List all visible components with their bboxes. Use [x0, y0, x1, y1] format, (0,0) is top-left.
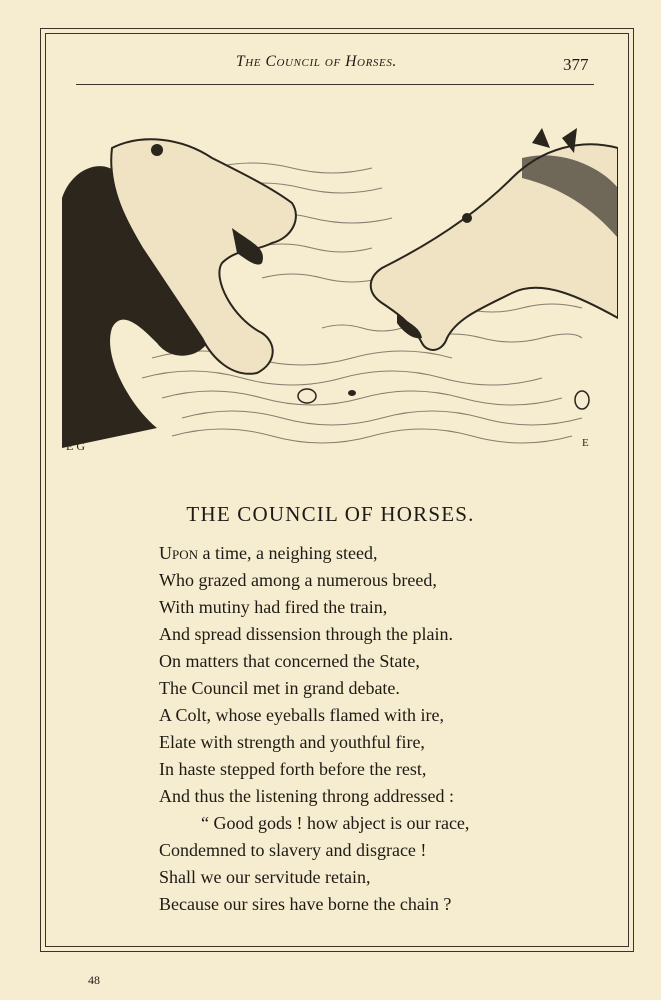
poem-line: Elate with strength and youthful fire,	[159, 732, 425, 752]
poem-line: The Council met in grand debate.	[159, 678, 400, 698]
illustrator-initials-right: E	[582, 437, 589, 449]
horse-heads-illustration	[62, 128, 618, 456]
poem-line: And spread dissension through the plain.	[159, 624, 453, 644]
poem-line: With mutiny had fired the train,	[159, 597, 388, 617]
poem-line: Who grazed among a numerous breed,	[159, 570, 437, 590]
poem-line-1-rest: a time, a neighing steed,	[198, 543, 378, 563]
poem-line: Condemned to slavery and disgrace !	[159, 840, 427, 860]
poem-line: A Colt, whose eyeballs flamed with ire,	[159, 705, 444, 725]
poem-line: Because our sires have borne the chain ?	[159, 894, 452, 914]
illustrator-initials-left: E G	[66, 439, 85, 453]
signature-mark: 48	[88, 973, 100, 987]
poem-line: “ Good gods ! how abject is our race,	[201, 813, 470, 833]
drop-word: Upon	[159, 543, 199, 563]
poem-line: In haste stepped forth before the rest,	[159, 759, 427, 779]
poem-line: And thus the listening throng addressed :	[159, 786, 454, 806]
poem-body	[159, 540, 469, 918]
poem-line: On matters that concerned the State,	[159, 651, 420, 671]
running-title: The Council of Horses.	[236, 53, 397, 70]
poem-title: THE COUNCIL OF HORSES.	[186, 502, 475, 526]
poem-line: Shall we our servitude retain,	[159, 867, 371, 887]
poem-line-1	[159, 540, 469, 567]
page-number: 377	[563, 55, 589, 74]
header-rule	[76, 84, 594, 85]
